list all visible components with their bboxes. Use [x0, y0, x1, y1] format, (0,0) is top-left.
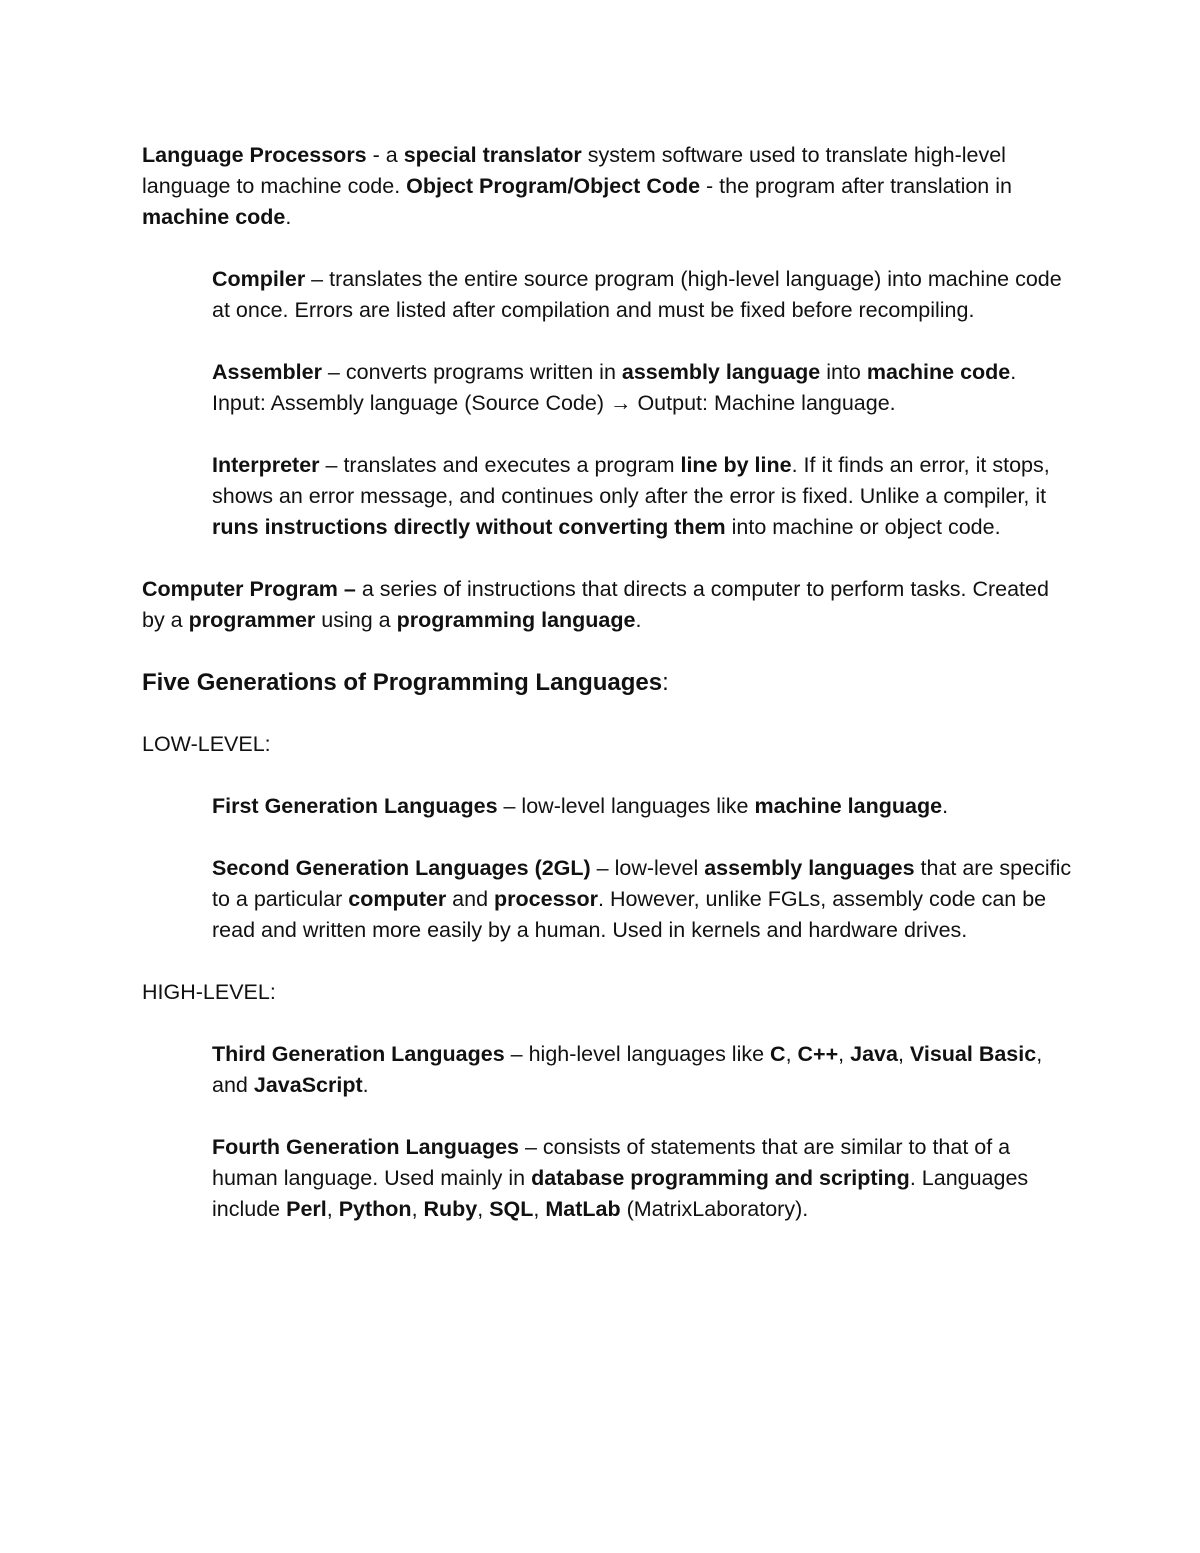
third-gen-paragraph: Third Generation Languages – high-level languages like C, C++, Java, Visual Basic, and JavaScript. — [212, 1042, 1043, 1097]
assembler-paragraph: Assembler – converts programs written in assembly language into machine code. Input: Assembly language (Source Code) → Output: Machine language. — [212, 360, 1017, 415]
term-computer-program: Computer Program – — [142, 577, 356, 601]
term-object-program: Object Program/Object Code — [406, 174, 701, 198]
first-gen-paragraph: First Generation Languages – low-level languages like machine language. — [212, 794, 949, 818]
document-body — [142, 140, 1072, 1256]
term-language-processors: Language Processors — [142, 143, 367, 167]
term-third-generation: Third Generation Languages — [212, 1042, 505, 1066]
low-level-label: LOW-LEVEL: — [142, 732, 271, 756]
intro-paragraph: Language Processors - a special translator system software used to translate high-level language to machine code. Object Program/Object Code - the program after translation in machine code. — [142, 143, 1012, 229]
term-interpreter: Interpreter — [212, 453, 320, 477]
term-assembler: Assembler — [212, 360, 322, 384]
term-first-generation: First Generation Languages — [212, 794, 498, 818]
term-fourth-generation: Fourth Generation Languages — [212, 1135, 519, 1159]
section-heading: Five Generations of Programming Languages: — [142, 669, 669, 696]
fourth-gen-paragraph: Fourth Generation Languages – consists of statements that are similar to that of a human language. Used mainly in database programming and scripting. Languages include Perl, Python, Ruby, SQL, MatLab (MatrixLaboratory). — [212, 1135, 1029, 1221]
term-second-generation: Second Generation Languages (2GL) — [212, 856, 591, 880]
term-compiler: Compiler — [212, 267, 306, 291]
second-gen-paragraph: Second Generation Languages (2GL) – low-level assembly languages that are specific to a particular computer and processor. However, unlike FGLs, assembly code can be read and written more easily by a human. Used in kernels and hardware drives. — [212, 856, 1072, 942]
computer-program-paragraph: Computer Program – a series of instructions that directs a computer to perform tasks. Created by a programmer using a programming language. — [142, 577, 1049, 632]
compiler-paragraph: Compiler – translates the entire source program (high-level language) into machine code at once. Errors are listed after compilation and must be fixed before recompiling. — [212, 267, 1062, 322]
interpreter-paragraph: Interpreter – translates and executes a program line by line. If it finds an error, it stops, shows an error message, and continues only after the error is fixed. Unlike a compiler, it runs instructions directly without converting them into machine or object code. — [212, 453, 1050, 539]
high-level-label: HIGH-LEVEL: — [142, 980, 276, 1004]
